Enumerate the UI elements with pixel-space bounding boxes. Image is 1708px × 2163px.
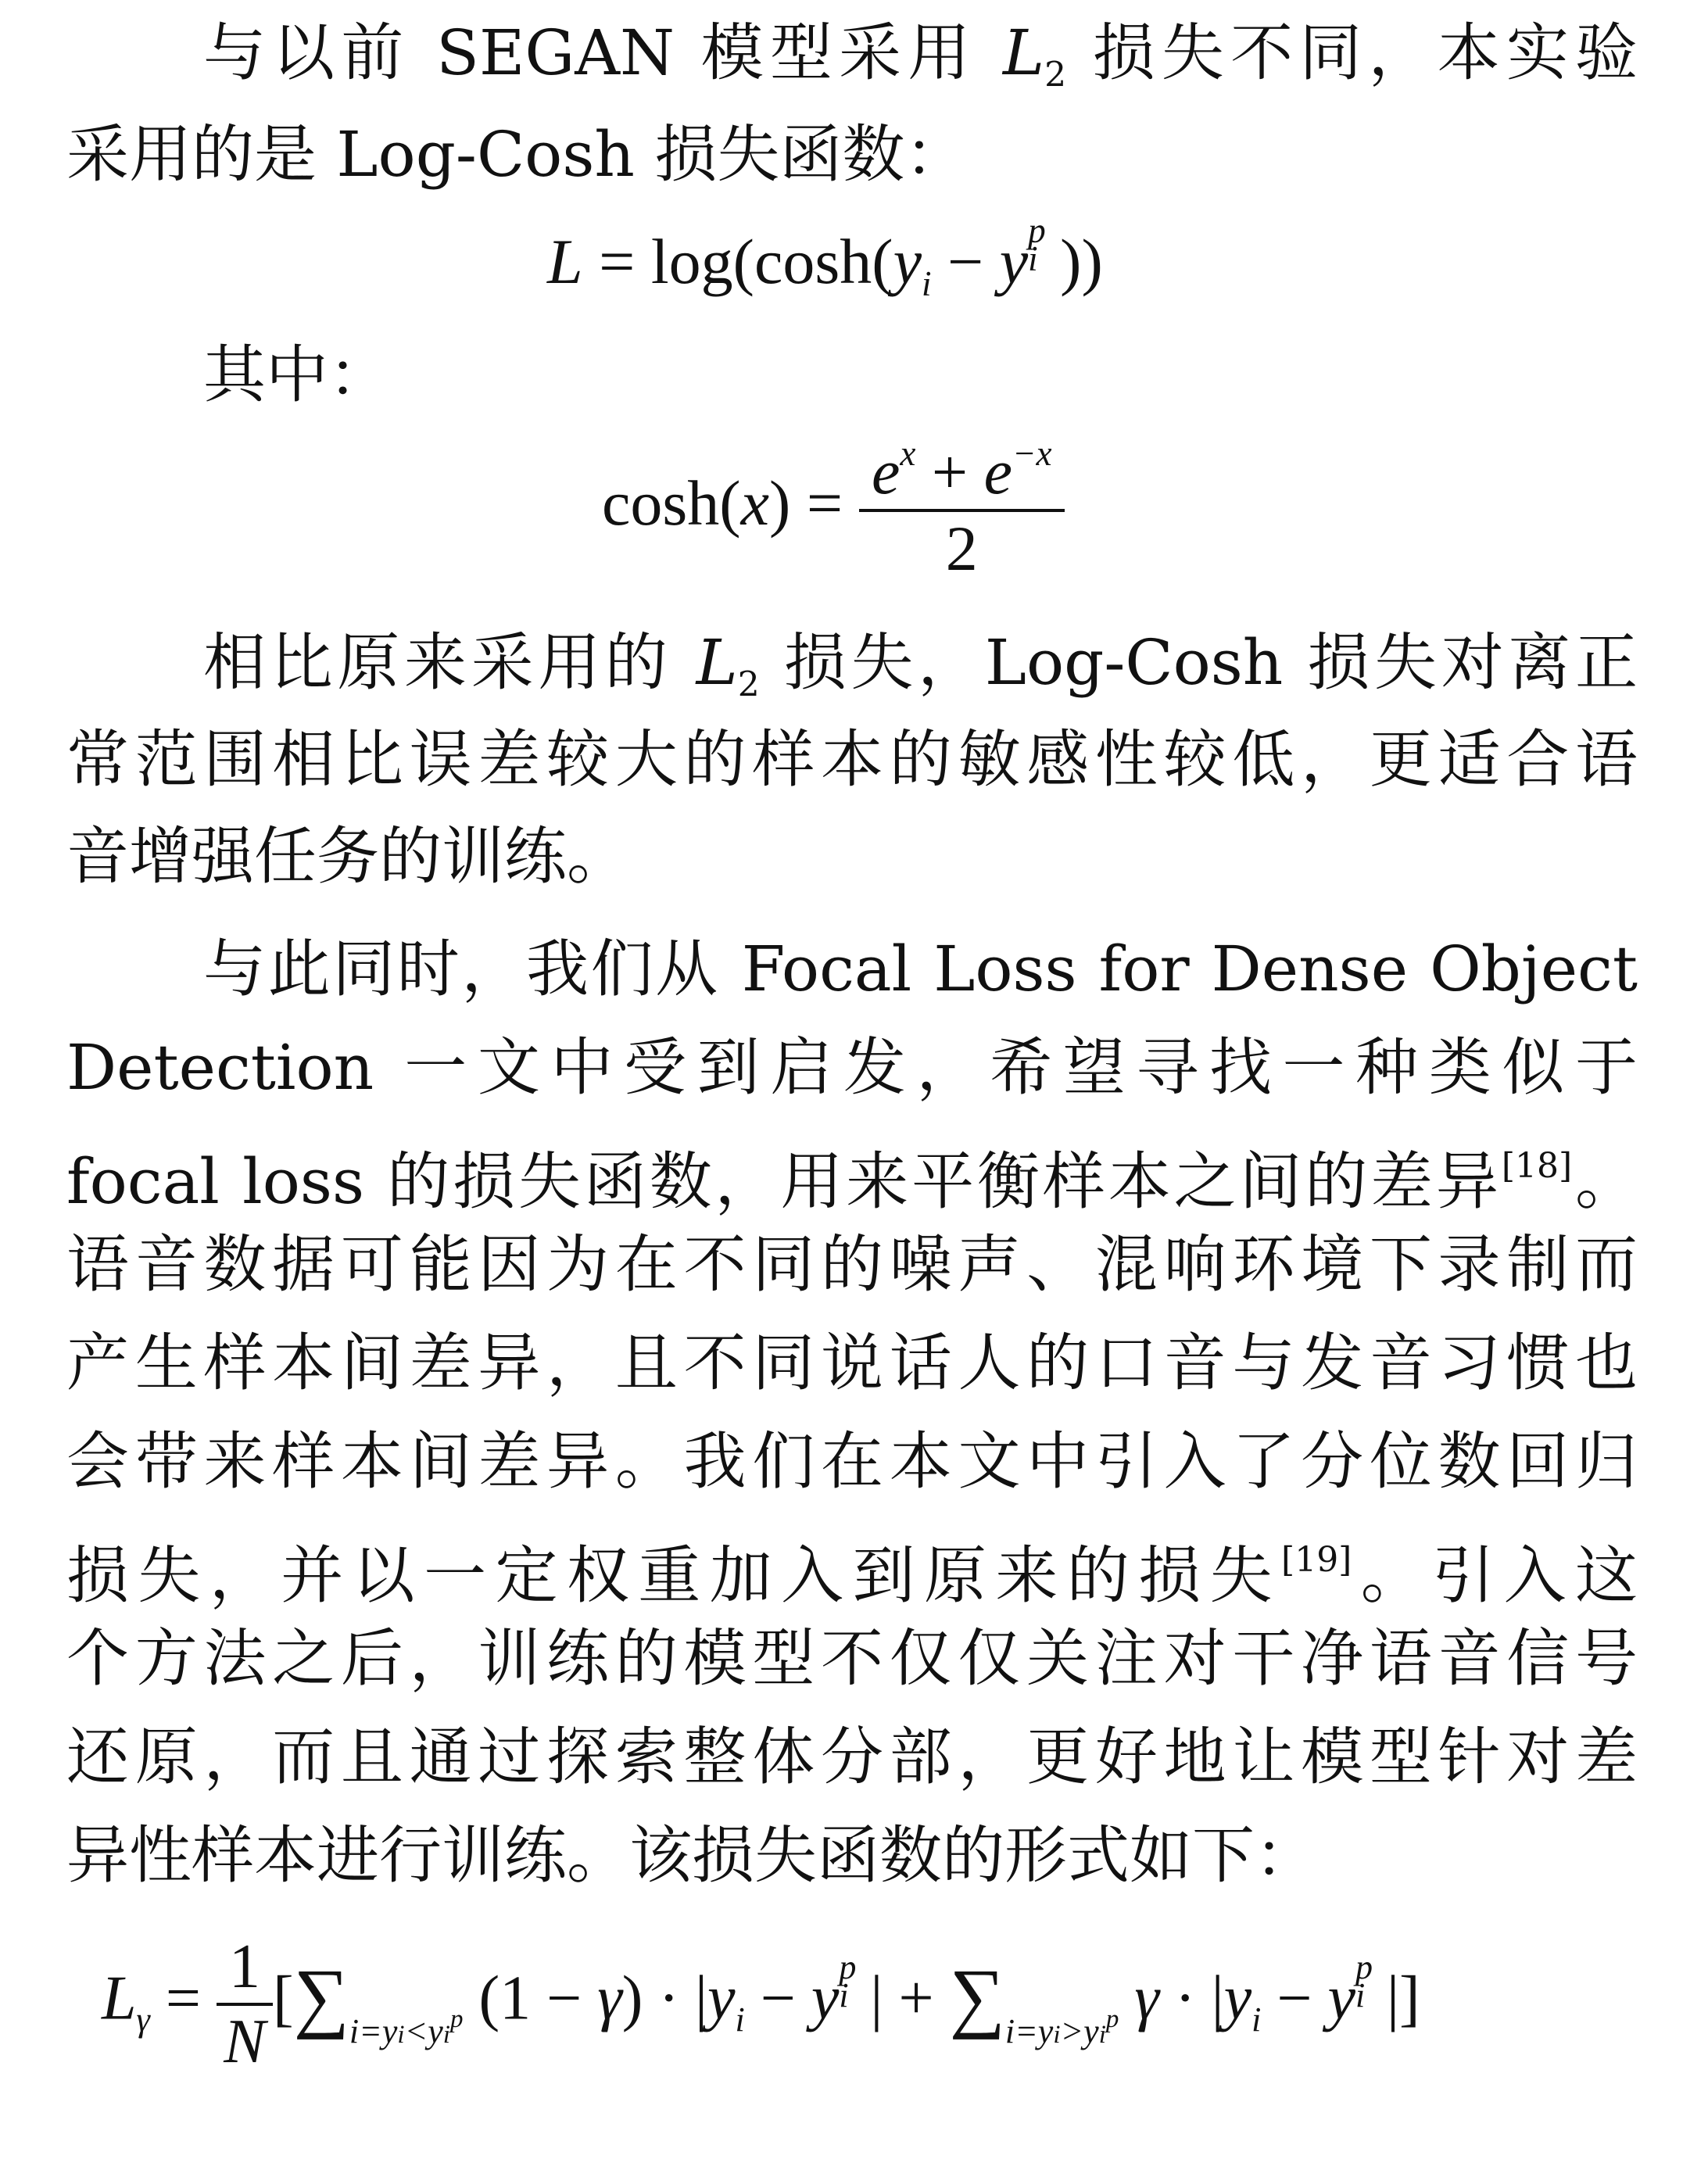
para3-line7: 损失，并以一定权重加入到原来的损失[19]。引入这: [66, 1539, 1638, 1612]
para3-line9: 还原，而且通过探索整体分部，更好地让模型针对差: [66, 1721, 1638, 1793]
para3-line8: 个方法之后，训练的模型不仅仅关注对干净语音信号: [66, 1622, 1638, 1695]
equation-quantile-loss: $L_\gamma$ = $\frac{1}{N}$ [$\sum_{i=yi<yi^p}$ $(1 - \gamma) \cdot |y_i - y$ p i | + $\sum_{i=yi>yi^p}$ $\gamma \cdot |y_i - y$ p i |]: [102, 1932, 1420, 2076]
equation-cosh-definition: cosh(x) = $\frac{e^x + e^{-x}}{2}$: [602, 434, 1065, 586]
para3-line2: Detection 一文中受到启发，希望寻找一种类似于: [66, 1031, 1638, 1104]
para2-line3: 音增强任务的训练。: [66, 820, 629, 893]
para3-line3: focal loss 的损失函数，用来平衡样本之间的差异[18]。: [66, 1145, 1638, 1218]
para3-line4: 语音数据可能因为在不同的噪声、混响环境下录制而: [66, 1228, 1638, 1301]
qizhong-label: 其中：: [203, 338, 391, 411]
para1-line1: 与以前 SEGAN 模型采用 $L_2$ 损失不同，本实验: [203, 16, 1638, 95]
para3-line6: 会带来样本间差异。我们在本文中引入了分位数回归: [66, 1425, 1638, 1498]
equation-log-cosh: $L = \log(\cosh(y_i - y$ p i )): [547, 210, 1103, 303]
para3-line5: 产生样本间差异，且不同说话人的口音与发音习惯也: [66, 1327, 1638, 1399]
para2-line2: 常范围相比误差较大的样本的敏感性较低，更适合语: [66, 723, 1638, 796]
para3-line1: 与此同时，我们从 Focal Loss for Dense Object: [203, 933, 1638, 1005]
para2-line1: 相比原来采用的 $L_2$ 损失，Log-Cosh 损失对离正: [203, 626, 1638, 705]
para3-line10: 异性样本进行训练。该损失函数的形式如下：: [66, 1819, 1317, 1892]
para1-line2: 采用的是 Log-Cosh 损失函数：: [66, 118, 968, 191]
